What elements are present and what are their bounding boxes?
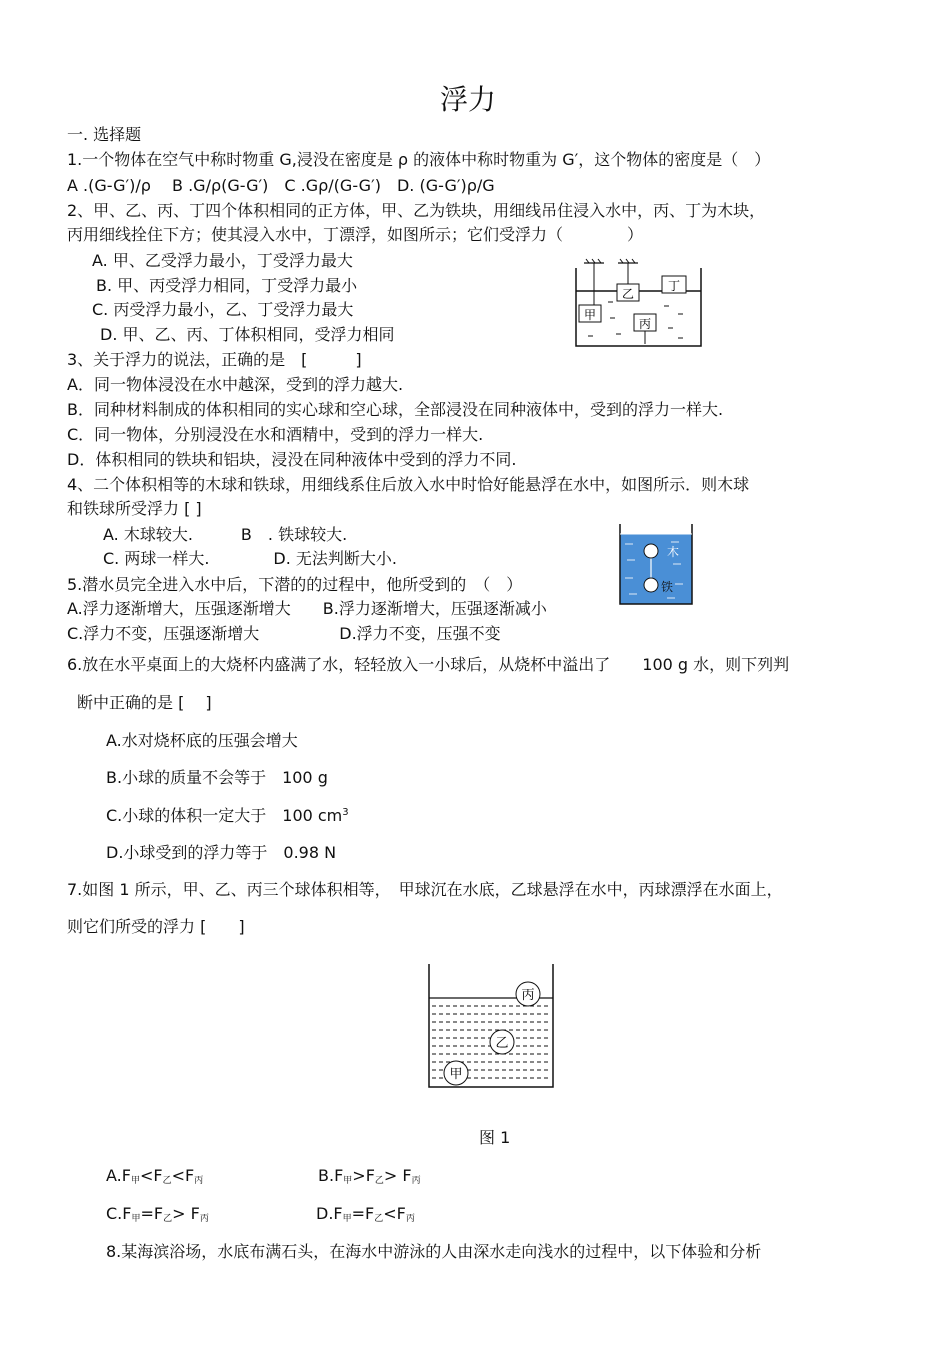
question-2-option-d: D. 甲、乙、丙、丁体积相同，受浮力相同 <box>100 325 395 344</box>
question-4-line-2: 和铁球所受浮力 [ ] <box>67 499 202 518</box>
question-2-line-1: 2、甲、乙、丙、丁四个体积相同的正方体，甲、乙为铁块，用细线吊住浸入水中，丙、丁为木块， <box>67 201 766 220</box>
question-6-line-1: 6.放在水平桌面上的大烧杯内盛满了水，轻轻放入一小球后，从烧杯中溢出了 100 g 水，则下列判 <box>67 655 790 674</box>
figure-1-label-jia: 甲 <box>449 1067 463 1082</box>
question-6-option-a: A.水对烧杯底的压强会增大 <box>106 731 298 750</box>
question-7-option-d: $D.F_甲=F_乙<F_丙$ <box>316 1204 415 1224</box>
question-6-option-c-text: C.小球的体积一定大于 100 cm <box>106 806 343 825</box>
figure-1-caption: 图 1 <box>479 1128 511 1147</box>
figure-q2-label-yi: 乙 <box>621 287 635 301</box>
question-1: 1.一个物体在空气中称时物重 G,浸没在密度是 ρ 的液体中称时物重为 G′，这个物体的密度是（ ） <box>67 150 771 169</box>
question-1-options: A .(G-G′)/ρ B .G/ρ(G-G′) C .Gρ/(G-G′) D. (G-G′)ρ/G <box>67 176 495 195</box>
question-7-option-a: $A.F_甲<F_乙<F_丙$ <box>106 1166 204 1186</box>
figure-1-label-yi: 乙 <box>495 1036 509 1051</box>
figure-q2-label-jia: 甲 <box>583 308 597 322</box>
question-6-line-2: 断中正确的是 [ ] <box>77 693 212 712</box>
question-7-option-b: $B.F_甲>F_乙> F_丙$ <box>318 1166 421 1186</box>
question-3: 3、关于浮力的说法，正确的是 [ ] <box>67 350 362 369</box>
question-5: 5.潜水员完全进入水中后，下潜的的过程中，他所受到的 （ ） <box>67 575 523 594</box>
section-heading: 一. 选择题 <box>67 125 142 144</box>
figure-q4-beaker <box>617 520 695 610</box>
question-2-line-2: 丙用细线拴住下方；使其浸入水中，丁漂浮，如图所示；它们受浮力（ ） <box>67 225 644 244</box>
question-3-option-d: D．体积相同的铁块和铝块，浸没在同种液体中受到的浮力不同. <box>67 450 517 469</box>
question-5-options-cd: C.浮力不变，压强逐渐增大 D.浮力不变，压强不变 <box>67 624 501 643</box>
page-title: 浮力 <box>440 83 497 116</box>
question-7-line-2: 则它们所受的浮力 [ ] <box>67 917 245 936</box>
question-4-options-cd: C. 两球一样大. D. 无法判断大小. <box>103 549 398 568</box>
figure-q4-label-tie: 铁 <box>661 580 674 594</box>
figure-q2-tank <box>574 258 704 350</box>
question-6-option-b: B.小球的质量不会等于 100 g <box>106 768 328 787</box>
question-3-option-c: C．同一物体，分别浸没在水和酒精中，受到的浮力一样大. <box>67 425 484 444</box>
question-4-options-ab: A. 木球较大. B . 铁球较大. <box>103 525 348 544</box>
question-3-option-a: A．同一物体浸没在水中越深，受到的浮力越大. <box>67 375 404 394</box>
question-8: 8.某海滨浴场，水底布满石头，在海水中游泳的人由深水走向浅水的过程中，以下体验和分析 <box>106 1242 762 1261</box>
question-6-option-d: D.小球受到的浮力等于 0.98 N <box>106 843 337 862</box>
figure-1-beaker <box>426 962 556 1090</box>
question-7-option-c: $C.F_甲=F_乙> F_丙$ <box>106 1204 209 1224</box>
question-6-option-c-exponent: 3 <box>342 807 349 818</box>
figure-1-label-bing: 丙 <box>521 988 535 1003</box>
question-2-option-b: B. 甲、丙受浮力相同，丁受浮力最小 <box>96 276 358 295</box>
question-7-line-1: 7.如图 1 所示，甲、乙、丙三个球体积相等， 甲球沉在水底，乙球悬浮在水中，丙球漂浮在水面上， <box>67 880 783 899</box>
question-2-option-a: A. 甲、乙受浮力最小，丁受浮力最大 <box>92 251 353 270</box>
figure-q2-label-ding: 丁 <box>667 279 681 293</box>
figure-q4-label-mu: 木 <box>667 545 680 559</box>
question-2-option-c: C. 丙受浮力最小，乙、丁受浮力最大 <box>92 300 354 319</box>
figure-q2-label-bing: 丙 <box>638 317 652 331</box>
question-6-option-c <box>106 806 349 826</box>
question-5-options-ab: A.浮力逐渐增大，压强逐渐增大 B.浮力逐渐增大，压强逐渐减小 <box>67 599 547 618</box>
question-3-option-b: B．同种材料制成的体积相同的实心球和空心球，全部浸没在同种液体中，受到的浮力一样大. <box>67 400 724 419</box>
question-4-line-1: 4、二个体积相等的木球和铁球，用细线系住后放入水中时恰好能悬浮在水中，如图所示．则木球 <box>67 475 750 494</box>
